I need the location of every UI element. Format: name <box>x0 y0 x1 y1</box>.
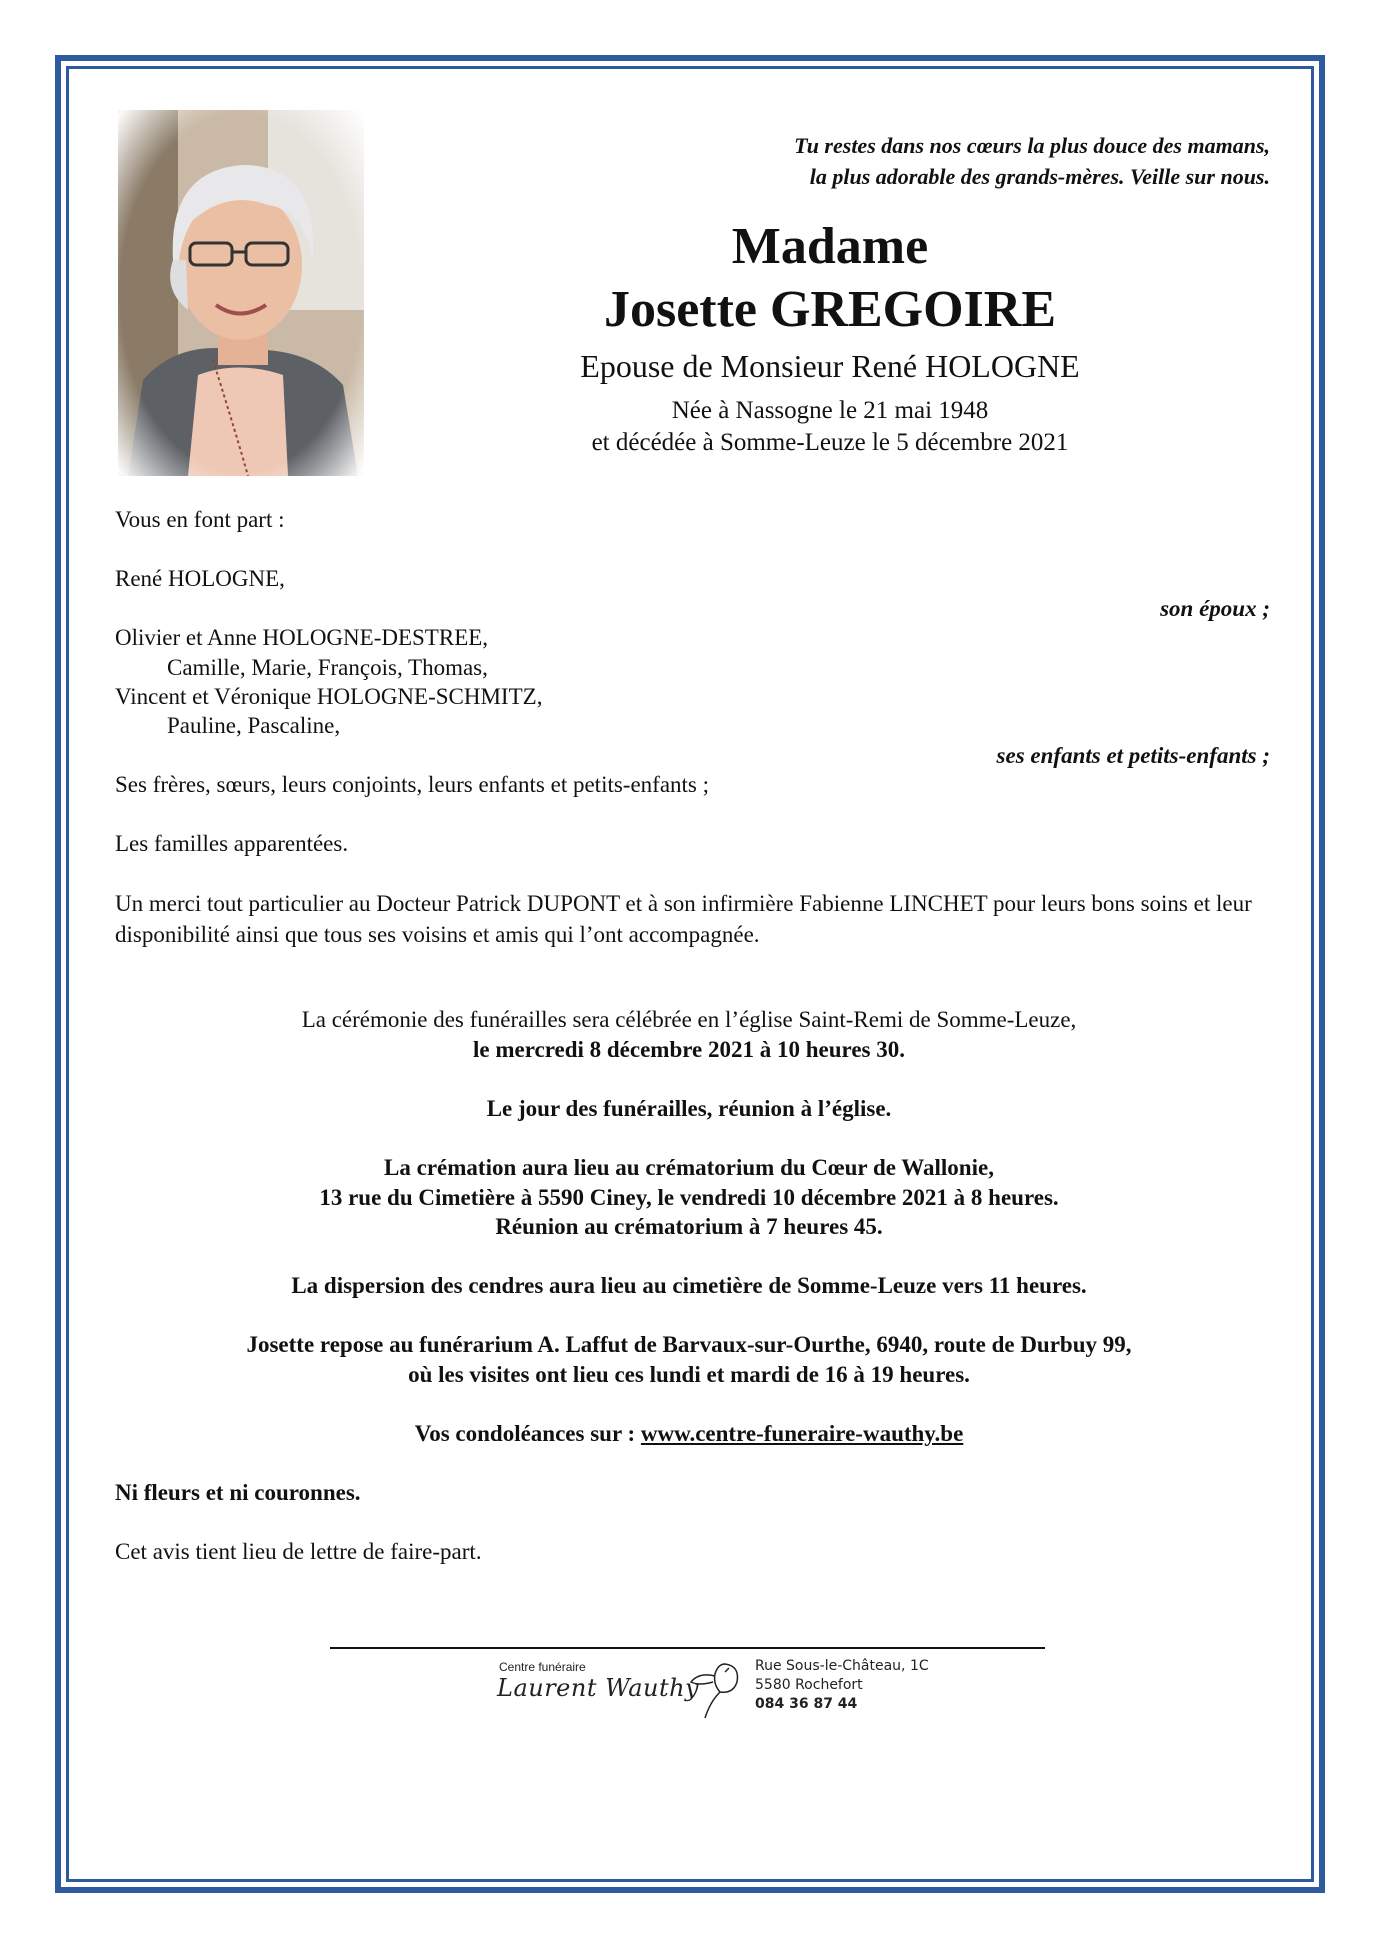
ceremony-date: le mercredi 8 décembre 2021 à 10 heures 30. <box>472 1037 905 1062</box>
meeting-line: Le jour des funérailles, réunion à l’église. <box>486 1096 892 1121</box>
children-role: ses enfants et petits-enfants ; <box>996 743 1270 768</box>
ceremony-location: La cérémonie des funérailles sera célébrée en l’église Saint-Remi de Somme-Leuze, <box>301 1007 1077 1032</box>
portrait-photo <box>118 110 364 476</box>
notice-line: Cet avis tient lieu de lettre de faire-part. <box>115 1539 482 1564</box>
cremation-line: Réunion au crématorium à 7 heures 45. <box>495 1214 883 1239</box>
deceased-name: Josette GREGOIRE <box>603 281 1057 338</box>
condolences-link[interactable]: www.centre-funeraire-wauthy.be <box>640 1421 964 1446</box>
epitaph <box>510 130 1270 192</box>
spouse-role: son époux ; <box>1160 596 1270 621</box>
families-line: Les familles apparentées. <box>115 831 349 856</box>
epitaph-line: Tu restes dans nos cœurs la plus douce des mamans, <box>794 133 1270 158</box>
funeral-home-logo <box>485 1652 929 1722</box>
cremation-line: La crémation aura lieu au crématorium du Cœur de Wallonie, <box>384 1155 994 1180</box>
thanks-paragraph: Un merci tout particulier au Docteur Patrick DUPONT et à son infirmière Fabienne LINCHET pour leurs bons soins et leur disponibilité ainsi que tous ses voisins et amis qui l’ont accompagnée. <box>115 891 1252 947</box>
spouse-line: Epouse de Monsieur René HOLOGNE <box>580 348 1080 384</box>
logo-script-name: Laurent Wauthy <box>497 1674 700 1702</box>
siblings-line: Ses frères, sœurs, leurs conjoints, leurs enfants et petits-enfants ; <box>115 772 710 797</box>
spouse-name: René HOLOGNE, <box>115 566 285 591</box>
epitaph-line: la plus adorable des grands-mères. Veille sur nous. <box>809 164 1270 189</box>
rest-line: où les visites ont lieu ces lundi et mardi de 16 à 19 heures. <box>408 1362 970 1387</box>
no-flowers-line: Ni fleurs et ni couronnes. <box>115 1480 361 1505</box>
cremation-line: 13 rue du Cimetière à 5590 Ciney, le vendredi 10 décembre 2021 à 8 heures. <box>319 1185 1059 1210</box>
grandchildren: Camille, Marie, François, Thomas, <box>167 655 488 680</box>
lily-icon <box>685 1654 745 1720</box>
child-couple: Vincent et Véronique HOLOGNE-SCHMITZ, <box>115 684 543 709</box>
address-line: Rue Sous-le-Château, 1C <box>755 1658 929 1674</box>
condolences-line <box>115 1419 1263 1449</box>
phone-number: 084 36 87 44 <box>755 1696 858 1712</box>
death-line: et décédée à Somme-Leuze le 5 décembre 2021 <box>591 429 1069 456</box>
condolences-label: Vos condoléances sur : <box>414 1421 641 1446</box>
dispersion-line: La dispersion des cendres aura lieu au cimetière de Somme-Leuze vers 11 heures. <box>291 1273 1087 1298</box>
announcement-intro: Vous en font part : <box>115 507 285 532</box>
footer-divider <box>330 1647 1045 1649</box>
logo-caption: Centre funéraire <box>499 1660 586 1674</box>
grandchildren: Pauline, Pascaline, <box>167 713 341 738</box>
rest-line: Josette repose au funérarium A. Laffut de Barvaux-sur-Ourthe, 6940, route de Durbuy 99, <box>246 1332 1132 1357</box>
birth-line: Née à Nassogne le 21 mai 1948 <box>671 397 989 424</box>
child-couple: Olivier et Anne HOLOGNE-DESTREE, <box>115 625 489 650</box>
honorific: Madame <box>731 218 929 275</box>
address-line: 5580 Rochefort <box>755 1677 863 1693</box>
footer-address <box>755 1657 929 1714</box>
